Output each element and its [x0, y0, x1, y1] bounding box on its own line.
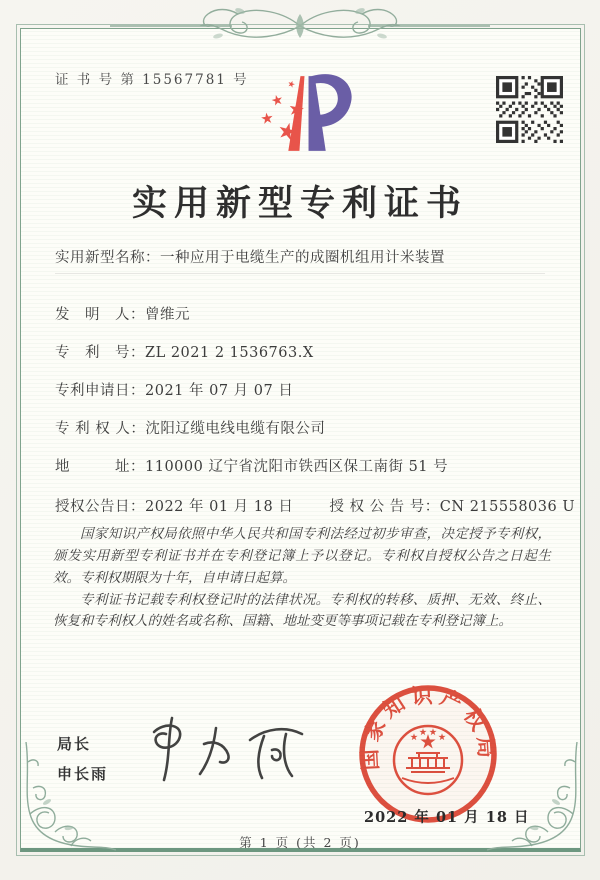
field-label: 专 利 权 人：: [55, 421, 146, 437]
field-utility-model-name: [55, 246, 550, 267]
director-name: 申长雨: [57, 766, 109, 783]
top-flourish-ornament: [110, 2, 490, 48]
field-patent-number: [55, 341, 550, 362]
director-title: 局长: [57, 736, 92, 753]
field-value: 沈阳辽缆电线电缆有限公司: [145, 421, 326, 437]
seal-text: 国家知识产权局: [356, 682, 500, 771]
field-value: 曾维元: [145, 307, 190, 323]
qr-code: [496, 76, 563, 143]
certificate-body: [53, 524, 551, 633]
field-label: 发 明 人：: [55, 307, 145, 323]
field-value: 110000 辽宁省沈阳市铁西区保工南街 51 号: [145, 459, 449, 475]
field-address: [55, 455, 550, 476]
field-grant-number: 授 权 公 告 号：CN 215558036 U: [329, 499, 576, 515]
field-value: 2021 年 07 月 07 日: [145, 383, 294, 399]
cnipa-logo-icon: [248, 64, 363, 160]
field-label: 专利申请日：: [55, 383, 145, 399]
field-grant-row: [55, 495, 576, 516]
body-paragraph-2: 专利证书记载专利权登记时的法律状况。专利权的转移、质押、无效、终止、恢复和专利权人的姓名或名称、国籍、地址变更等事项记载在专利登记簿上。: [53, 591, 551, 630]
body-paragraph-1: 国家知识产权局依照中华人民共和国专利法经过初步审查，决定授予专利权，颁发实用新型专利证书并在专利登记簿上予以登记。专利权自授权公告之日起生效。专利权期限为十年，自申请日起算。: [53, 526, 551, 586]
director-signature: [130, 710, 320, 790]
ghost-line: [55, 273, 545, 274]
field-label: 专 利 号：: [55, 345, 145, 361]
field-value: 一种应用于电缆生产的成圈机组用计米装置: [160, 250, 445, 266]
field-value: ZL 2021 2 1536763.X: [145, 345, 314, 361]
certificate-title: 实用新型专利证书: [131, 183, 468, 224]
field-patentee: [55, 417, 550, 438]
field-label: 实用新型名称：: [55, 250, 160, 266]
field-grant-date: 授权公告日：2022 年 01 月 18 日: [55, 499, 294, 515]
seal-date: 2022 年 01 月 18 日: [364, 809, 530, 826]
page-footer: 第 1 页 (共 2 页): [239, 835, 361, 850]
field-label: 地 址：: [55, 459, 145, 475]
field-inventor: [55, 303, 550, 324]
field-filing-date: [55, 379, 550, 400]
certificate-number: 证 书 号 第 15567781 号: [55, 72, 249, 88]
